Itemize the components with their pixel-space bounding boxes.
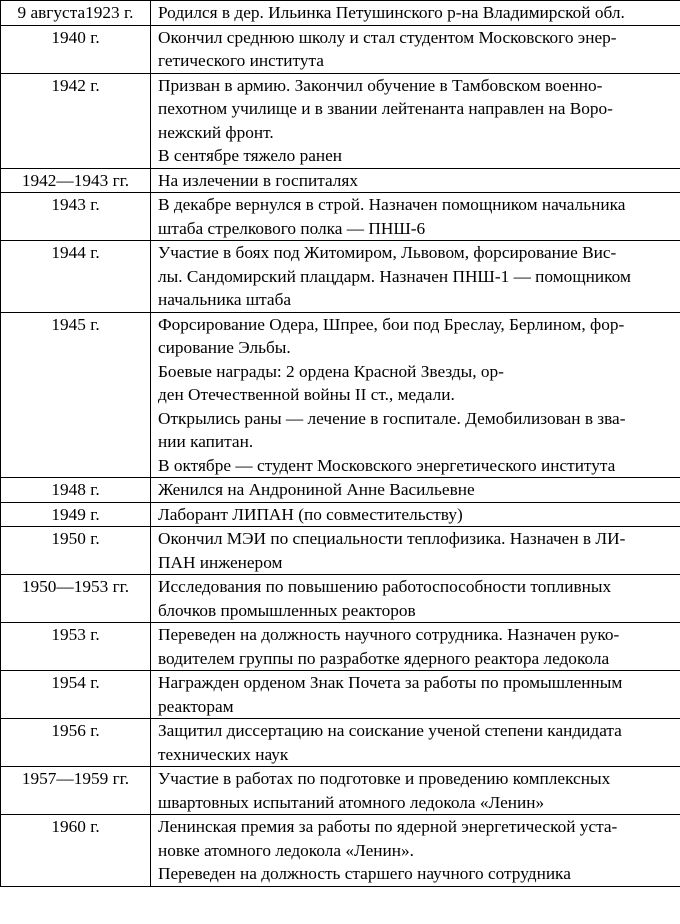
event-text-line: швартовных испытаний атомного ледокола «Ленин» xyxy=(158,792,545,812)
date-cell: 1960 г. xyxy=(1,815,151,887)
event-text-line: Награжден орденом Знак Почета за работы по промышленным xyxy=(158,673,623,692)
event-text-line: нии капитан. xyxy=(158,432,254,451)
event-text-line: водителем группы по разработке ядерного реактора ледокола xyxy=(158,648,610,668)
event-text-line: Участие в боях под Житомиром, Львовом, форсирование Вис- xyxy=(158,243,617,262)
date-cell: 1956 г. xyxy=(1,719,151,767)
table-row xyxy=(1,241,680,313)
table-row xyxy=(1,815,680,887)
event-text-line: В октябре — студент Московского энергетического института xyxy=(158,455,616,475)
event-cell xyxy=(151,623,680,671)
date-cell: 1950—1953 гг. xyxy=(1,575,151,623)
event-text-line: гетического института xyxy=(158,51,324,70)
event-cell xyxy=(151,527,680,575)
event-text-line: технических наук xyxy=(158,744,289,764)
event-text-line: На излечении в госпиталях xyxy=(158,170,359,190)
event-text-line: Переведен на должность научного сотрудника. Назначен руко- xyxy=(158,625,620,644)
event-text-line: Переведен на должность старшего научного сотрудника xyxy=(158,864,571,883)
event-text-line: Призван в армию. Закончил обучение в Тамбовском военно- xyxy=(158,75,603,95)
date-cell: 1943 г. xyxy=(1,193,151,241)
event-text-line: В сентябре тяжело ранен xyxy=(158,146,343,165)
event-cell xyxy=(151,815,680,887)
table-row xyxy=(1,527,680,575)
event-cell xyxy=(151,719,680,767)
event-text-line: В декабре вернулся в строй. Назначен помощником начальника xyxy=(158,195,626,214)
event-text-line: штаба стрелкового полка — ПНШ-6 xyxy=(158,218,426,238)
biography-table-body xyxy=(1,1,680,887)
event-text-line: новке атомного ледокола «Ленин». xyxy=(158,840,414,860)
event-cell xyxy=(151,193,680,241)
event-cell xyxy=(151,478,680,503)
event-text-line: Боевые награды: 2 ордена Красной Звезды, ор- xyxy=(158,361,504,381)
event-cell xyxy=(151,1,680,26)
event-text-line: сирование Эльбы. xyxy=(158,338,291,357)
date-cell: 1949 г. xyxy=(1,502,151,527)
table-row xyxy=(1,478,680,503)
event-cell xyxy=(151,575,680,623)
event-text-line: блочков промышленных реакторов xyxy=(158,600,416,620)
table-row xyxy=(1,671,680,719)
event-cell xyxy=(151,312,680,478)
table-row xyxy=(1,502,680,527)
event-cell xyxy=(151,671,680,719)
event-cell xyxy=(151,25,680,73)
date-cell: 1945 г. xyxy=(1,312,151,478)
table-row xyxy=(1,1,680,26)
date-cell: 1942—1943 гг. xyxy=(1,168,151,193)
event-text-line: ПАН инженером xyxy=(158,552,283,572)
event-cell xyxy=(151,73,680,168)
date-cell: 1948 г. xyxy=(1,478,151,503)
event-text-line: Лаборант ЛИПАН (по совместительству) xyxy=(158,504,463,524)
event-text-line: ден Отечественной войны II ст., медали. xyxy=(158,385,455,404)
table-row xyxy=(1,168,680,193)
event-cell xyxy=(151,241,680,313)
event-text-line: нежский фронт. xyxy=(158,122,274,142)
event-text-line: Защитил диссертацию на соискание ученой степени кандидата xyxy=(158,721,622,740)
date-cell: 9 августа1923 г. xyxy=(1,1,151,26)
event-text-line: реакторам xyxy=(158,696,234,716)
date-cell: 1953 г. xyxy=(1,623,151,671)
event-text-line: Участие в работах по подготовке и проведению комплексных xyxy=(158,769,611,788)
event-text-line: Окончил среднюю школу и стал студентом Московского энер- xyxy=(158,27,617,47)
event-text-line: лы. Сандомирский плацдарм. Назначен ПНШ-1 — помощником xyxy=(158,266,631,286)
table-row xyxy=(1,193,680,241)
event-cell xyxy=(151,502,680,527)
table-row xyxy=(1,312,680,478)
event-text-line: Форсирование Одера, Шпрее, бои под Бреслау, Берлином, фор- xyxy=(158,314,625,334)
date-cell: 1940 г. xyxy=(1,25,151,73)
table-row xyxy=(1,719,680,767)
event-text-line: Родился в дер. Ильинка Петушинского р-на Владимирской обл. xyxy=(158,3,625,22)
event-text-line: начальника штаба xyxy=(158,290,292,309)
table-row xyxy=(1,575,680,623)
date-cell: 1954 г. xyxy=(1,671,151,719)
event-text-line: Окончил МЭИ по специальности теплофизика. Назначен в ЛИ- xyxy=(158,529,626,548)
event-text-line: Открылись раны — лечение в госпитале. Демобилизован в зва- xyxy=(158,408,626,428)
event-text-line: Женился на Андрониной Анне Васильевне xyxy=(158,480,475,499)
table-row xyxy=(1,73,680,168)
event-cell xyxy=(151,767,680,815)
date-cell: 1957—1959 гг. xyxy=(1,767,151,815)
table-row xyxy=(1,767,680,815)
table-row xyxy=(1,623,680,671)
table-row xyxy=(1,25,680,73)
event-text-line: Ленинская премия за работы по ядерной энергетической уста- xyxy=(158,817,618,836)
event-text-line: пехотном училище и в звании лейтенанта направлен на Воро- xyxy=(158,99,613,118)
event-text-line: Исследования по повышению работоспособности топливных xyxy=(158,577,612,596)
event-cell xyxy=(151,168,680,193)
date-cell: 1944 г. xyxy=(1,241,151,313)
date-cell: 1942 г. xyxy=(1,73,151,168)
date-cell: 1950 г. xyxy=(1,527,151,575)
